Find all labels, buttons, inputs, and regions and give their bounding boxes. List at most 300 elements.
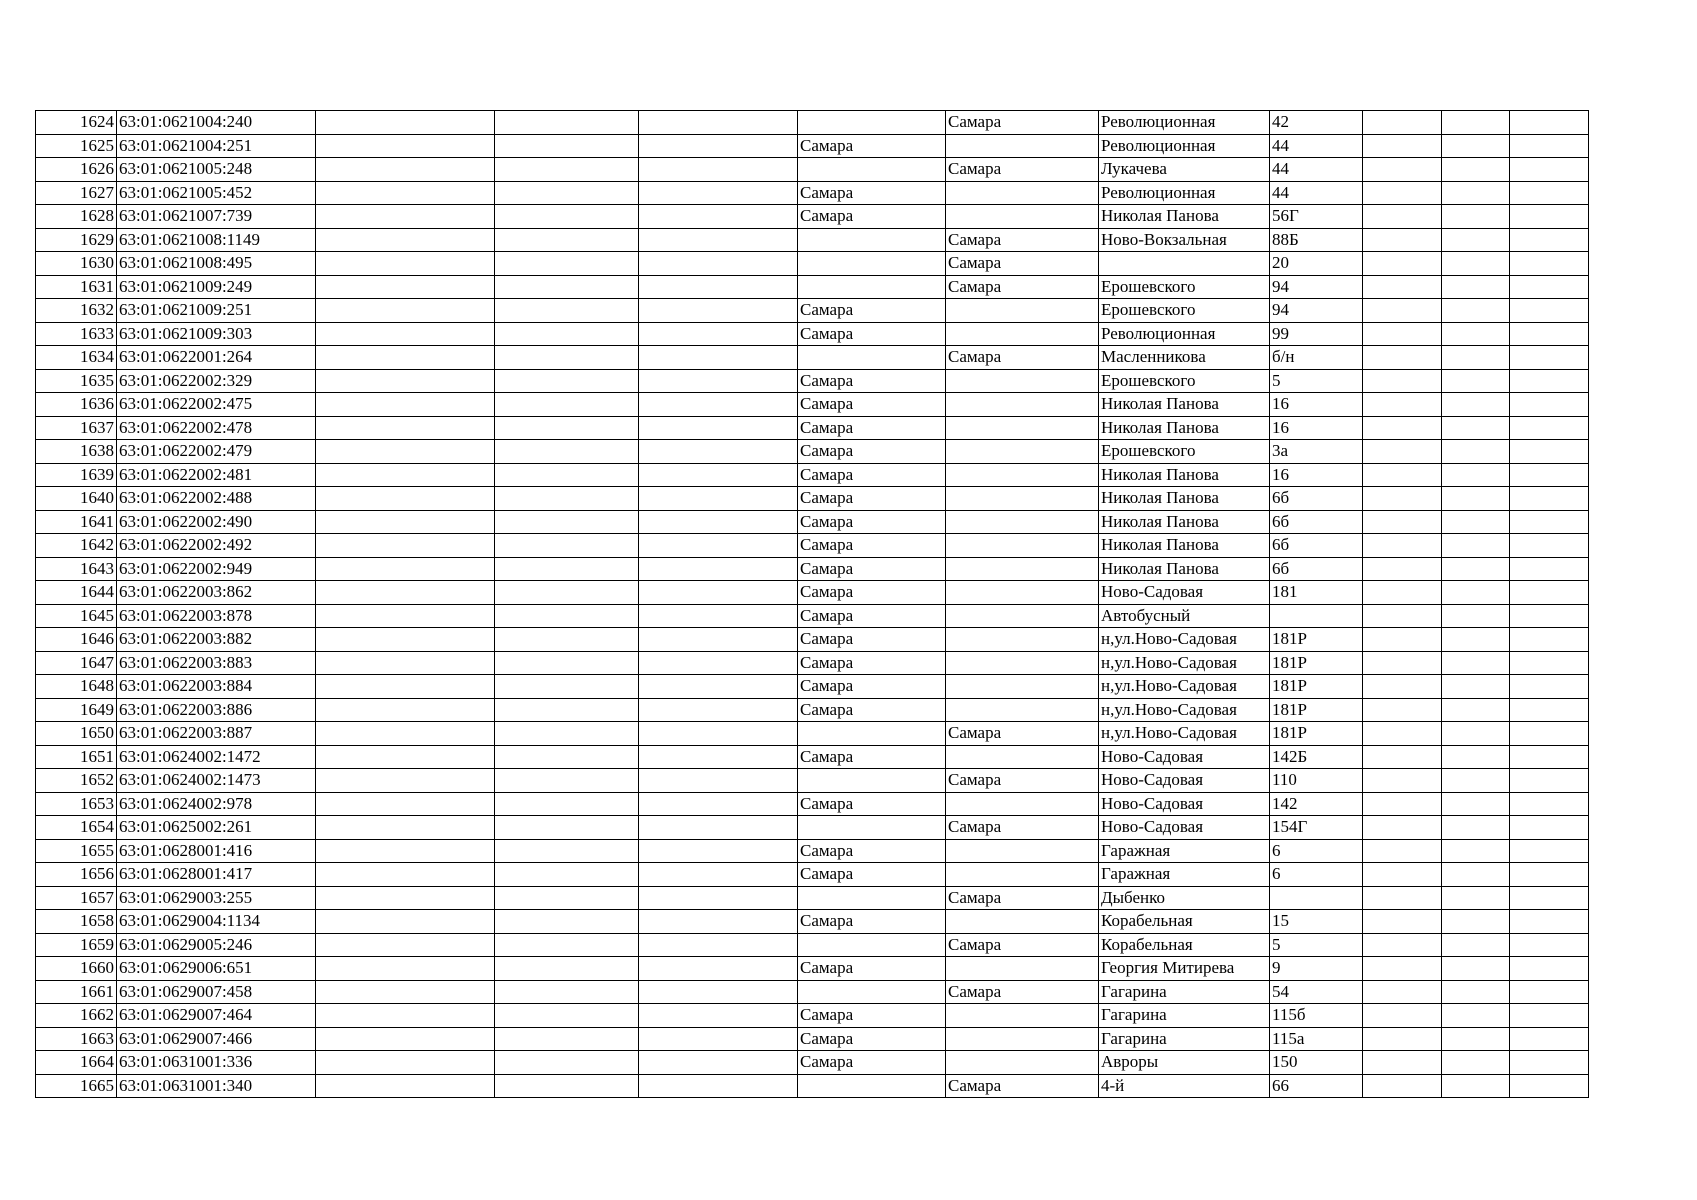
row-number-cell: 1646 [36, 628, 117, 652]
empty-cell-a [316, 886, 495, 910]
city-cell-b [946, 463, 1099, 487]
city-cell-a: Самара [798, 698, 946, 722]
empty-cell-c [639, 158, 798, 182]
empty-cell-a [316, 275, 495, 299]
empty-cell-a [316, 299, 495, 323]
row-number-cell: 1660 [36, 957, 117, 981]
row-number-cell: 1633 [36, 322, 117, 346]
street-cell: Георгия Митирева [1099, 957, 1270, 981]
city-cell-b [946, 510, 1099, 534]
empty-cell-e [1442, 369, 1510, 393]
row-number-cell: 1637 [36, 416, 117, 440]
city-cell-b: Самара [946, 228, 1099, 252]
empty-cell-a [316, 769, 495, 793]
table-row [36, 463, 1589, 487]
row-number-cell: 1639 [36, 463, 117, 487]
empty-cell-d [1363, 534, 1442, 558]
empty-cell-c [639, 698, 798, 722]
empty-cell-f [1510, 134, 1589, 158]
city-cell-a: Самара [798, 440, 946, 464]
city-cell-a [798, 886, 946, 910]
street-cell: н,ул.Ново-Садовая [1099, 651, 1270, 675]
empty-cell-a [316, 252, 495, 276]
cadastral-number-cell: 63:01:0622002:475 [117, 393, 316, 417]
street-cell: Революционная [1099, 322, 1270, 346]
empty-cell-e [1442, 816, 1510, 840]
empty-cell-e [1442, 604, 1510, 628]
table-row [36, 816, 1589, 840]
empty-cell-a [316, 675, 495, 699]
city-cell-a: Самара [798, 839, 946, 863]
empty-cell-c [639, 440, 798, 464]
table-row [36, 933, 1589, 957]
empty-cell-b [495, 346, 639, 370]
row-number-cell: 1643 [36, 557, 117, 581]
house-number-cell: 16 [1270, 416, 1363, 440]
row-number-cell: 1652 [36, 769, 117, 793]
row-number-cell: 1631 [36, 275, 117, 299]
city-cell-b [946, 957, 1099, 981]
empty-cell-a [316, 346, 495, 370]
empty-cell-d [1363, 769, 1442, 793]
cadastral-number-cell: 63:01:0622002:488 [117, 487, 316, 511]
empty-cell-b [495, 839, 639, 863]
house-number-cell: 115а [1270, 1027, 1363, 1051]
row-number-cell: 1655 [36, 839, 117, 863]
city-cell-b: Самара [946, 111, 1099, 135]
cadastral-number-cell: 63:01:0621008:495 [117, 252, 316, 276]
empty-cell-d [1363, 322, 1442, 346]
empty-cell-e [1442, 346, 1510, 370]
house-number-cell: 94 [1270, 299, 1363, 323]
table-row [36, 205, 1589, 229]
empty-cell-c [639, 346, 798, 370]
house-number-cell: 5 [1270, 369, 1363, 393]
empty-cell-d [1363, 1051, 1442, 1075]
table-row [36, 111, 1589, 135]
cadastral-number-cell: 63:01:0629006:651 [117, 957, 316, 981]
city-cell-a: Самара [798, 910, 946, 934]
empty-cell-c [639, 1074, 798, 1098]
empty-cell-b [495, 393, 639, 417]
city-cell-a [798, 980, 946, 1004]
empty-cell-a [316, 957, 495, 981]
city-cell-b: Самара [946, 346, 1099, 370]
empty-cell-d [1363, 1004, 1442, 1028]
empty-cell-f [1510, 1051, 1589, 1075]
street-cell: Ново-Садовая [1099, 769, 1270, 793]
city-cell-a: Самара [798, 369, 946, 393]
empty-cell-b [495, 205, 639, 229]
empty-cell-b [495, 534, 639, 558]
house-number-cell: 5 [1270, 933, 1363, 957]
empty-cell-b [495, 910, 639, 934]
cadastral-number-cell: 63:01:0622003:883 [117, 651, 316, 675]
empty-cell-a [316, 369, 495, 393]
city-cell-a: Самара [798, 205, 946, 229]
cadastral-number-cell: 63:01:0631001:336 [117, 1051, 316, 1075]
empty-cell-f [1510, 816, 1589, 840]
empty-cell-a [316, 228, 495, 252]
empty-cell-b [495, 1004, 639, 1028]
house-number-cell: 6б [1270, 510, 1363, 534]
street-cell: Николая Панова [1099, 416, 1270, 440]
cadastral-number-cell: 63:01:0624002:1473 [117, 769, 316, 793]
empty-cell-d [1363, 745, 1442, 769]
row-number-cell: 1663 [36, 1027, 117, 1051]
empty-cell-b [495, 651, 639, 675]
cadastral-number-cell: 63:01:0621009:249 [117, 275, 316, 299]
street-cell: Гагарина [1099, 1027, 1270, 1051]
empty-cell-c [639, 745, 798, 769]
empty-cell-d [1363, 581, 1442, 605]
empty-cell-a [316, 910, 495, 934]
cadastral-number-cell: 63:01:0622003:887 [117, 722, 316, 746]
table-row [36, 557, 1589, 581]
empty-cell-e [1442, 886, 1510, 910]
table-row [36, 980, 1589, 1004]
empty-cell-b [495, 581, 639, 605]
table-row [36, 416, 1589, 440]
empty-cell-f [1510, 393, 1589, 417]
row-number-cell: 1627 [36, 181, 117, 205]
empty-cell-f [1510, 181, 1589, 205]
empty-cell-d [1363, 792, 1442, 816]
cadastral-number-cell: 63:01:0629007:464 [117, 1004, 316, 1028]
street-cell: Николая Панова [1099, 510, 1270, 534]
row-number-cell: 1647 [36, 651, 117, 675]
empty-cell-f [1510, 1074, 1589, 1098]
city-cell-a: Самара [798, 181, 946, 205]
city-cell-b [946, 393, 1099, 417]
cadastral-number-cell: 63:01:0622002:479 [117, 440, 316, 464]
city-cell-b [946, 604, 1099, 628]
empty-cell-e [1442, 510, 1510, 534]
empty-cell-a [316, 792, 495, 816]
cadastral-number-cell: 63:01:0622003:878 [117, 604, 316, 628]
city-cell-a: Самара [798, 628, 946, 652]
street-cell: Гаражная [1099, 863, 1270, 887]
city-cell-b [946, 910, 1099, 934]
empty-cell-c [639, 487, 798, 511]
cadastral-number-cell: 63:01:0629003:255 [117, 886, 316, 910]
empty-cell-e [1442, 651, 1510, 675]
empty-cell-e [1442, 722, 1510, 746]
cadastral-number-cell: 63:01:0622002:329 [117, 369, 316, 393]
empty-cell-a [316, 111, 495, 135]
empty-cell-d [1363, 252, 1442, 276]
empty-cell-f [1510, 510, 1589, 534]
empty-cell-f [1510, 933, 1589, 957]
empty-cell-f [1510, 322, 1589, 346]
empty-cell-f [1510, 980, 1589, 1004]
empty-cell-d [1363, 369, 1442, 393]
street-cell: Ерошевского [1099, 299, 1270, 323]
empty-cell-b [495, 416, 639, 440]
city-cell-b: Самара [946, 886, 1099, 910]
city-cell-a: Самара [798, 299, 946, 323]
empty-cell-a [316, 604, 495, 628]
house-number-cell: 6б [1270, 557, 1363, 581]
house-number-cell: б/н [1270, 346, 1363, 370]
empty-cell-a [316, 134, 495, 158]
empty-cell-c [639, 205, 798, 229]
cadastral-number-cell: 63:01:0631001:340 [117, 1074, 316, 1098]
empty-cell-b [495, 510, 639, 534]
street-cell: н,ул.Ново-Садовая [1099, 722, 1270, 746]
table-row [36, 534, 1589, 558]
city-cell-a [798, 111, 946, 135]
house-number-cell: 3а [1270, 440, 1363, 464]
house-number-cell: 181Р [1270, 628, 1363, 652]
empty-cell-f [1510, 769, 1589, 793]
row-number-cell: 1665 [36, 1074, 117, 1098]
empty-cell-e [1442, 557, 1510, 581]
city-cell-b [946, 416, 1099, 440]
empty-cell-a [316, 205, 495, 229]
empty-cell-f [1510, 158, 1589, 182]
empty-cell-f [1510, 675, 1589, 699]
empty-cell-f [1510, 463, 1589, 487]
city-cell-b [946, 1027, 1099, 1051]
street-cell: Гаражная [1099, 839, 1270, 863]
empty-cell-e [1442, 910, 1510, 934]
cadastral-number-cell: 63:01:0622003:884 [117, 675, 316, 699]
city-cell-b [946, 181, 1099, 205]
empty-cell-e [1442, 980, 1510, 1004]
empty-cell-a [316, 1074, 495, 1098]
city-cell-a [798, 252, 946, 276]
street-cell: Революционная [1099, 181, 1270, 205]
row-number-cell: 1659 [36, 933, 117, 957]
empty-cell-d [1363, 393, 1442, 417]
empty-cell-f [1510, 910, 1589, 934]
city-cell-b: Самара [946, 275, 1099, 299]
empty-cell-a [316, 181, 495, 205]
cadastral-number-cell: 63:01:0622002:478 [117, 416, 316, 440]
row-number-cell: 1654 [36, 816, 117, 840]
city-cell-a: Самара [798, 1004, 946, 1028]
city-cell-b [946, 322, 1099, 346]
cadastral-number-cell: 63:01:0621009:251 [117, 299, 316, 323]
street-cell: Автобусный [1099, 604, 1270, 628]
empty-cell-c [639, 1051, 798, 1075]
empty-cell-e [1442, 393, 1510, 417]
table-row [36, 299, 1589, 323]
cadastral-number-cell: 63:01:0622003:886 [117, 698, 316, 722]
street-cell: 4-й [1099, 1074, 1270, 1098]
empty-cell-b [495, 134, 639, 158]
street-cell: н,ул.Ново-Садовая [1099, 675, 1270, 699]
empty-cell-c [639, 816, 798, 840]
empty-cell-d [1363, 510, 1442, 534]
empty-cell-d [1363, 839, 1442, 863]
row-number-cell: 1632 [36, 299, 117, 323]
table-row [36, 228, 1589, 252]
cadastral-number-cell: 63:01:0621009:303 [117, 322, 316, 346]
cadastral-number-cell: 63:01:0621008:1149 [117, 228, 316, 252]
empty-cell-e [1442, 698, 1510, 722]
row-number-cell: 1651 [36, 745, 117, 769]
empty-cell-c [639, 557, 798, 581]
row-number-cell: 1635 [36, 369, 117, 393]
empty-cell-e [1442, 863, 1510, 887]
empty-cell-b [495, 1074, 639, 1098]
empty-cell-e [1442, 158, 1510, 182]
street-cell: н,ул.Ново-Садовая [1099, 628, 1270, 652]
city-cell-b [946, 651, 1099, 675]
empty-cell-c [639, 463, 798, 487]
empty-cell-f [1510, 698, 1589, 722]
cadastral-number-cell: 63:01:0629007:466 [117, 1027, 316, 1051]
empty-cell-d [1363, 651, 1442, 675]
city-cell-b [946, 369, 1099, 393]
street-cell: Николая Панова [1099, 557, 1270, 581]
empty-cell-b [495, 722, 639, 746]
cadastral-number-cell: 63:01:0624002:978 [117, 792, 316, 816]
empty-cell-e [1442, 322, 1510, 346]
empty-cell-f [1510, 205, 1589, 229]
empty-cell-a [316, 416, 495, 440]
table-row [36, 722, 1589, 746]
row-number-cell: 1629 [36, 228, 117, 252]
street-cell: Ново-Вокзальная [1099, 228, 1270, 252]
row-number-cell: 1640 [36, 487, 117, 511]
row-number-cell: 1662 [36, 1004, 117, 1028]
empty-cell-b [495, 299, 639, 323]
city-cell-b [946, 299, 1099, 323]
empty-cell-f [1510, 1027, 1589, 1051]
city-cell-a: Самара [798, 1027, 946, 1051]
empty-cell-a [316, 557, 495, 581]
city-cell-a: Самара [798, 393, 946, 417]
city-cell-b [946, 534, 1099, 558]
cadastral-number-cell: 63:01:0622002:492 [117, 534, 316, 558]
empty-cell-f [1510, 628, 1589, 652]
city-cell-b [946, 675, 1099, 699]
empty-cell-d [1363, 698, 1442, 722]
table-row [36, 275, 1589, 299]
empty-cell-c [639, 510, 798, 534]
row-number-cell: 1664 [36, 1051, 117, 1075]
empty-cell-e [1442, 1051, 1510, 1075]
empty-cell-e [1442, 769, 1510, 793]
cadastral-number-cell: 63:01:0622002:490 [117, 510, 316, 534]
empty-cell-c [639, 416, 798, 440]
row-number-cell: 1657 [36, 886, 117, 910]
empty-cell-f [1510, 299, 1589, 323]
table-row [36, 886, 1589, 910]
empty-cell-b [495, 487, 639, 511]
empty-cell-b [495, 111, 639, 135]
empty-cell-f [1510, 863, 1589, 887]
cadastral-number-cell: 63:01:0621004:251 [117, 134, 316, 158]
city-cell-a: Самара [798, 651, 946, 675]
cadastral-number-cell: 63:01:0622002:481 [117, 463, 316, 487]
empty-cell-f [1510, 275, 1589, 299]
city-cell-a: Самара [798, 463, 946, 487]
empty-cell-b [495, 158, 639, 182]
empty-cell-a [316, 863, 495, 887]
empty-cell-b [495, 698, 639, 722]
house-number-cell: 142 [1270, 792, 1363, 816]
street-cell: н,ул.Ново-Садовая [1099, 698, 1270, 722]
table-row [36, 863, 1589, 887]
row-number-cell: 1644 [36, 581, 117, 605]
row-number-cell: 1648 [36, 675, 117, 699]
empty-cell-c [639, 792, 798, 816]
empty-cell-b [495, 275, 639, 299]
empty-cell-e [1442, 957, 1510, 981]
city-cell-a [798, 346, 946, 370]
empty-cell-a [316, 534, 495, 558]
empty-cell-c [639, 299, 798, 323]
city-cell-a: Самара [798, 581, 946, 605]
table-row [36, 510, 1589, 534]
empty-cell-e [1442, 675, 1510, 699]
cadastral-number-cell: 63:01:0622002:949 [117, 557, 316, 581]
street-cell: Лукачева [1099, 158, 1270, 182]
empty-cell-b [495, 886, 639, 910]
city-cell-a [798, 769, 946, 793]
street-cell: Николая Панова [1099, 534, 1270, 558]
house-number-cell: 54 [1270, 980, 1363, 1004]
empty-cell-e [1442, 745, 1510, 769]
cadastral-number-cell: 63:01:0629007:458 [117, 980, 316, 1004]
empty-cell-e [1442, 275, 1510, 299]
empty-cell-d [1363, 346, 1442, 370]
house-number-cell [1270, 886, 1363, 910]
table-row [36, 698, 1589, 722]
empty-cell-c [639, 722, 798, 746]
row-number-cell: 1634 [36, 346, 117, 370]
city-cell-a [798, 275, 946, 299]
empty-cell-c [639, 604, 798, 628]
empty-cell-e [1442, 228, 1510, 252]
empty-cell-b [495, 863, 639, 887]
empty-cell-a [316, 745, 495, 769]
row-number-cell: 1653 [36, 792, 117, 816]
house-number-cell: 99 [1270, 322, 1363, 346]
empty-cell-c [639, 910, 798, 934]
table-row [36, 369, 1589, 393]
empty-cell-d [1363, 111, 1442, 135]
empty-cell-e [1442, 534, 1510, 558]
empty-cell-c [639, 534, 798, 558]
empty-cell-f [1510, 604, 1589, 628]
street-cell: Революционная [1099, 134, 1270, 158]
house-number-cell: 181 [1270, 581, 1363, 605]
table-row [36, 252, 1589, 276]
table-body [36, 111, 1589, 1098]
house-number-cell: 181Р [1270, 698, 1363, 722]
empty-cell-f [1510, 651, 1589, 675]
cadastral-number-cell: 63:01:0621007:739 [117, 205, 316, 229]
city-cell-b [946, 440, 1099, 464]
empty-cell-e [1442, 1074, 1510, 1098]
empty-cell-b [495, 675, 639, 699]
empty-cell-c [639, 181, 798, 205]
street-cell: Революционная [1099, 111, 1270, 135]
city-cell-b [946, 134, 1099, 158]
house-number-cell: 6 [1270, 839, 1363, 863]
empty-cell-d [1363, 863, 1442, 887]
empty-cell-a [316, 698, 495, 722]
cadastral-number-cell: 63:01:0621005:248 [117, 158, 316, 182]
street-cell: Николая Панова [1099, 463, 1270, 487]
street-cell: Ново-Садовая [1099, 745, 1270, 769]
empty-cell-e [1442, 581, 1510, 605]
